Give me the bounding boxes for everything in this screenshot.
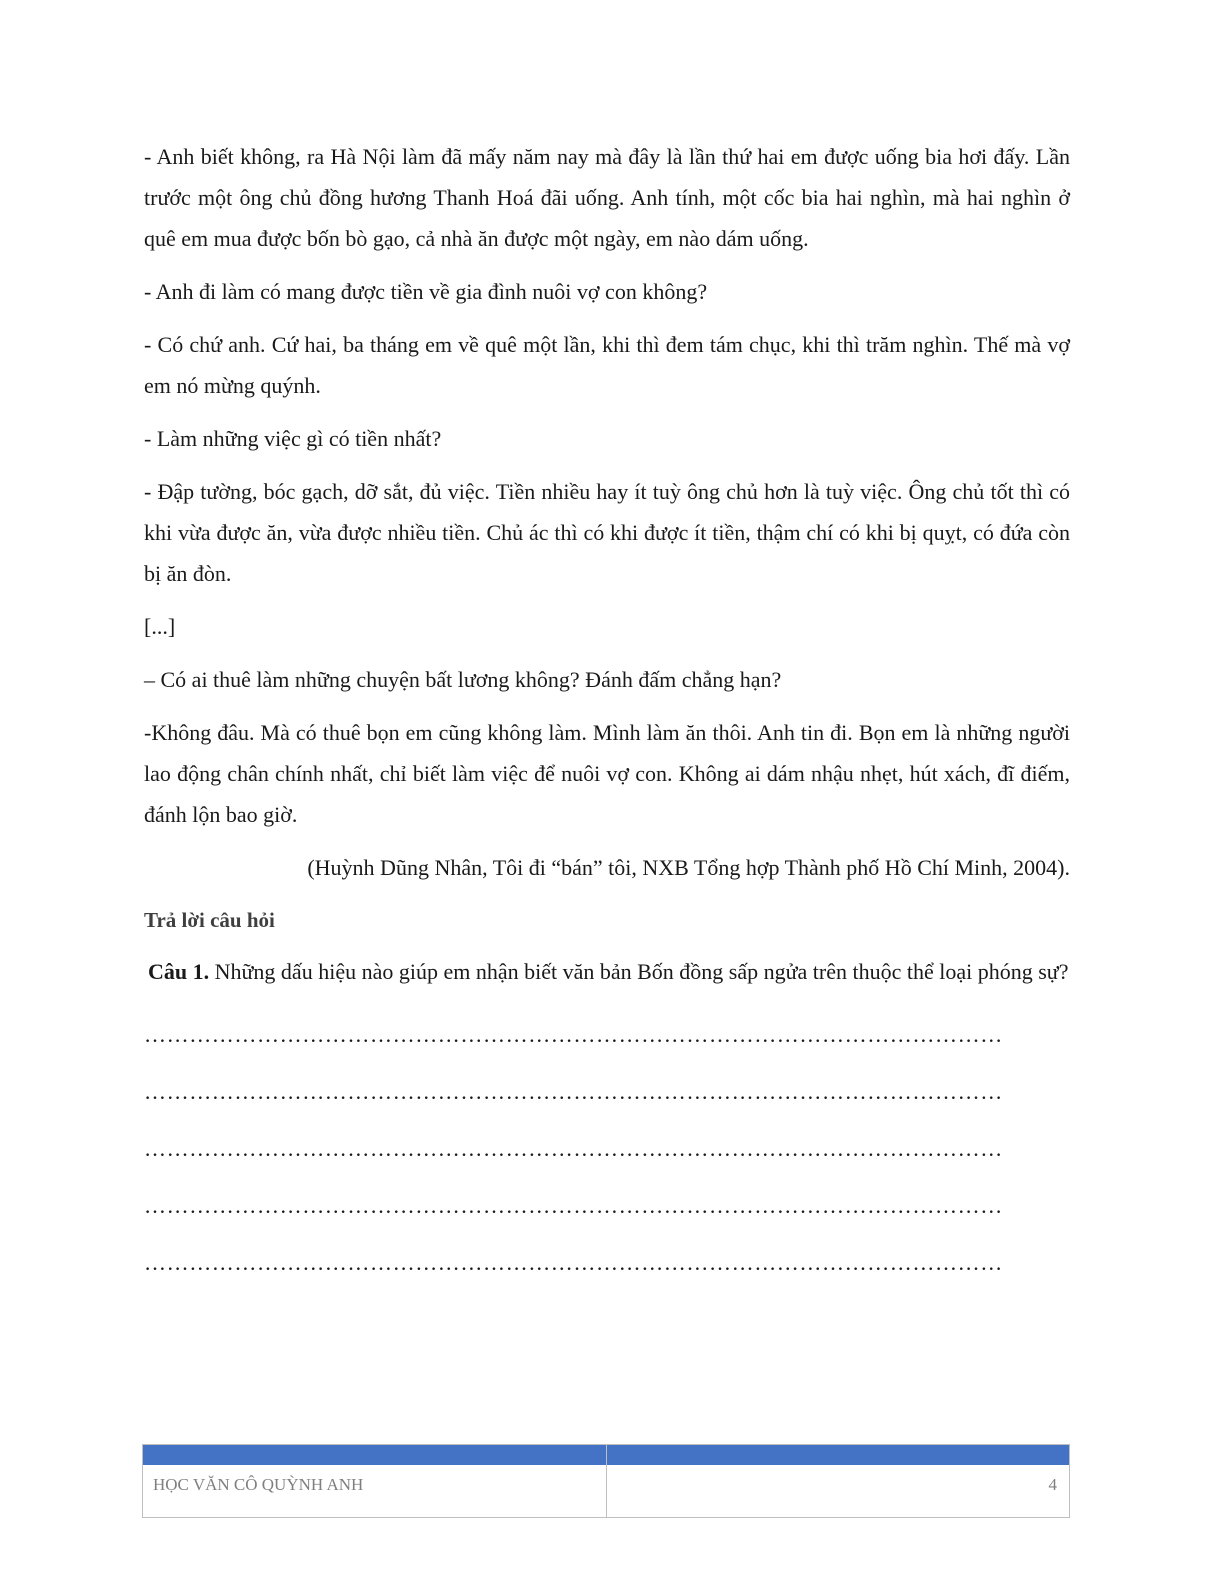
page-number: 4 [1048,1475,1057,1494]
dialogue-paragraph: - Có chứ anh. Cứ hai, ba tháng em về quê một lần, khi thì đem tám chục, khi thì trăm nghìn. Thế mà vợ em nó mừng quýnh. [144,332,1070,398]
dialogue-paragraph: - Đập tường, bóc gạch, dỡ sắt, đủ việc. Tiền nhiều hay ít tuỳ ông chủ hơn là tuỳ việc. Ông chủ tốt thì có khi vừa được ăn, vừa được nhiều tiền. Chủ ác thì có khi được ít tiền, thậm chí có khi bị quỵt, có đứa còn bị ăn đòn. [144,479,1070,586]
question-label: Câu 1. [148,959,210,984]
dialogue-paragraph: - Anh đi làm có mang được tiền về gia đình nuôi vợ con không? [144,279,708,304]
ellipsis-marker: [...] [144,614,176,639]
dialogue-paragraph: - Làm những việc gì có tiền nhất? [144,426,442,451]
footer-author: HỌC VĂN CÔ QUỲNH ANH [153,1475,364,1494]
answer-line: …………………………………………………………………………………………………… [144,1136,1003,1161]
page-footer [142,1444,1070,1518]
answer-line: …………………………………………………………………………………………………… [144,1022,1003,1047]
source-citation: (Huỳnh Dũng Nhân, Tôi đi “bán” tôi, NXB Tổng hợp Thành phố Hồ Chí Minh, 2004). [307,855,1070,880]
footer-accent-bar [607,1445,1069,1465]
dialogue-paragraph: – Có ai thuê làm những chuyện bất lương không? Đánh đấm chẳng hạn? [144,667,782,692]
footer-left-cell [143,1445,607,1517]
section-title: Trả lời câu hỏi [144,908,275,932]
question-text: Những dấu hiệu nào giúp em nhận biết văn bản Bốn đồng sấp ngửa trên thuộc thể loại phóng sự? [209,959,1069,984]
answer-line: …………………………………………………………………………………………………… [144,1193,1003,1218]
dialogue-paragraph: - Anh biết không, ra Hà Nội làm đã mấy năm nay mà đây là lần thứ hai em được uống bia hơi đấy. Lần trước một ông chủ đồng hương Thanh Hoá đãi uống. Anh tính, một cốc bia hai nghìn, mà hai nghìn ở quê em mua được bốn bò gạo, cả nhà ăn được một ngày, em nào dám uống. [144,144,1070,251]
document-body [144,136,1070,1291]
answer-area [144,1006,1070,1291]
dialogue-paragraph: -Không đâu. Mà có thuê bọn em cũng không làm. Mình làm ăn thôi. Anh tin đi. Bọn em là những người lao động chân chính nhất, chỉ biết làm việc để nuôi vợ con. Không ai dám nhậu nhẹt, hút xách, đĩ điếm, đánh lộn bao giờ. [144,720,1070,827]
answer-line: …………………………………………………………………………………………………… [144,1079,1003,1104]
footer-right-cell [607,1445,1069,1517]
footer-accent-bar [143,1445,606,1465]
question-1 [148,951,1070,992]
answer-line: …………………………………………………………………………………………………… [144,1250,1003,1275]
